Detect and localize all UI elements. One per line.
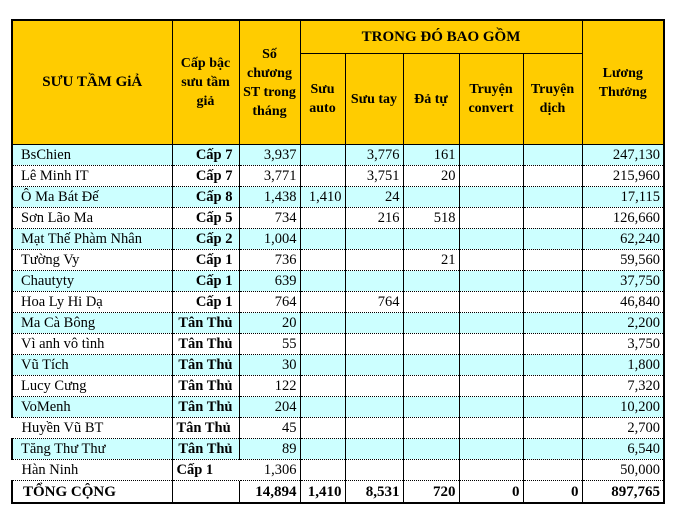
cell-manual: 8,531 bbox=[345, 481, 403, 504]
cell-collector-name: Lucy Cưng bbox=[12, 376, 172, 397]
cell-selfwrite: 720 bbox=[403, 481, 459, 504]
cell-collector-name: BsChien bbox=[12, 145, 172, 166]
cell-translate bbox=[523, 439, 582, 460]
cell-reward: 17,115 bbox=[582, 187, 664, 208]
cell-auto bbox=[300, 208, 345, 229]
cell-collector-name: Hoa Ly Hi Dạ bbox=[12, 292, 172, 313]
header-manual: Sưu tay bbox=[345, 54, 403, 145]
header-selfwrite: Đả tự bbox=[403, 54, 459, 145]
cell-rank: Tân Thủ bbox=[172, 376, 239, 397]
cell-manual bbox=[345, 355, 403, 376]
cell-chapters: 204 bbox=[239, 397, 300, 418]
cell-reward: 7,320 bbox=[582, 376, 664, 397]
cell-rank: Cấp 1 bbox=[172, 271, 239, 292]
cell-convert bbox=[459, 145, 523, 166]
cell-reward: 215,960 bbox=[582, 166, 664, 187]
cell-chapters: 639 bbox=[239, 271, 300, 292]
cell-rank: Cấp 1 bbox=[172, 292, 239, 313]
cell-manual: 24 bbox=[345, 187, 403, 208]
cell-rank: Tân Thủ bbox=[172, 334, 239, 355]
cell-reward: 3,750 bbox=[582, 334, 664, 355]
header-rank: Cấp bậc sưu tầm giả bbox=[172, 20, 239, 145]
cell-convert bbox=[459, 166, 523, 187]
cell-reward: 126,660 bbox=[582, 208, 664, 229]
table-row bbox=[12, 292, 664, 313]
header-reward: Lương Thưởng bbox=[582, 20, 664, 145]
header-chapters: Số chương ST trong tháng bbox=[239, 20, 300, 145]
cell-translate bbox=[523, 313, 582, 334]
cell-reward: 37,750 bbox=[582, 271, 664, 292]
cell-manual bbox=[345, 250, 403, 271]
header-auto: Sưu auto bbox=[300, 54, 345, 145]
cell-rank: Tân Thủ bbox=[172, 418, 239, 439]
cell-manual: 3,776 bbox=[345, 145, 403, 166]
cell-selfwrite bbox=[403, 271, 459, 292]
cell-collector-name: Ma Cà Bông bbox=[12, 313, 172, 334]
cell-chapters: 736 bbox=[239, 250, 300, 271]
cell-convert bbox=[459, 250, 523, 271]
cell-rank: Cấp 1 bbox=[172, 250, 239, 271]
cell-auto: 1,410 bbox=[300, 481, 345, 504]
cell-selfwrite: 20 bbox=[403, 166, 459, 187]
cell-collector-name: VoMenh bbox=[12, 397, 172, 418]
table-row bbox=[12, 418, 664, 439]
table-row bbox=[12, 376, 664, 397]
cell-translate bbox=[523, 355, 582, 376]
cell-collector-name: Vũ Tích bbox=[12, 355, 172, 376]
cell-translate bbox=[523, 418, 582, 439]
cell-manual bbox=[345, 460, 403, 481]
cell-collector-name: Hàn Ninh bbox=[12, 460, 172, 481]
cell-chapters: 1,438 bbox=[239, 187, 300, 208]
cell-auto bbox=[300, 460, 345, 481]
cell-translate bbox=[523, 145, 582, 166]
cell-convert bbox=[459, 334, 523, 355]
cell-manual bbox=[345, 271, 403, 292]
table-row bbox=[12, 313, 664, 334]
cell-chapters: 14,894 bbox=[239, 481, 300, 504]
cell-selfwrite: 518 bbox=[403, 208, 459, 229]
cell-convert: 0 bbox=[459, 481, 523, 504]
cell-translate bbox=[523, 460, 582, 481]
cell-auto: 1,410 bbox=[300, 187, 345, 208]
table-row bbox=[12, 208, 664, 229]
cell-translate bbox=[523, 292, 582, 313]
cell-convert bbox=[459, 208, 523, 229]
cell-selfwrite: 161 bbox=[403, 145, 459, 166]
cell-chapters: 55 bbox=[239, 334, 300, 355]
cell-selfwrite: 21 bbox=[403, 250, 459, 271]
cell-convert bbox=[459, 418, 523, 439]
cell-rank: Cấp 5 bbox=[172, 208, 239, 229]
cell-reward: 2,200 bbox=[582, 313, 664, 334]
cell-collector-name: Huyền Vũ BT bbox=[12, 418, 172, 439]
cell-selfwrite bbox=[403, 439, 459, 460]
table-row bbox=[12, 439, 664, 460]
cell-auto bbox=[300, 376, 345, 397]
cell-reward: 2,700 bbox=[582, 418, 664, 439]
cell-manual: 3,751 bbox=[345, 166, 403, 187]
cell-reward: 59,560 bbox=[582, 250, 664, 271]
cell-collector-name: Ô Ma Bát Đế bbox=[12, 187, 172, 208]
total-row bbox=[12, 481, 664, 504]
cell-auto bbox=[300, 439, 345, 460]
header-translate: Truyện dịch bbox=[523, 54, 582, 145]
cell-selfwrite bbox=[403, 334, 459, 355]
cell-rank: Tân Thủ bbox=[172, 355, 239, 376]
cell-chapters: 45 bbox=[239, 418, 300, 439]
cell-auto bbox=[300, 229, 345, 250]
cell-auto bbox=[300, 418, 345, 439]
cell-chapters: 3,937 bbox=[239, 145, 300, 166]
cell-chapters: 122 bbox=[239, 376, 300, 397]
cell-translate bbox=[523, 166, 582, 187]
cell-translate bbox=[523, 397, 582, 418]
header-collector: SƯU TẦM GiẢ bbox=[12, 20, 172, 145]
cell-manual bbox=[345, 313, 403, 334]
cell-manual bbox=[345, 334, 403, 355]
cell-collector-name: Sơn Lão Ma bbox=[12, 208, 172, 229]
cell-rank: Tân Thủ bbox=[172, 397, 239, 418]
cell-auto bbox=[300, 334, 345, 355]
cell-collector-name: Vì anh vô tình bbox=[12, 334, 172, 355]
cell-selfwrite bbox=[403, 292, 459, 313]
cell-selfwrite bbox=[403, 418, 459, 439]
cell-reward: 10,200 bbox=[582, 397, 664, 418]
cell-translate bbox=[523, 208, 582, 229]
cell-translate bbox=[523, 187, 582, 208]
table-row bbox=[12, 229, 664, 250]
cell-translate bbox=[523, 271, 582, 292]
cell-auto bbox=[300, 355, 345, 376]
cell-reward: 1,800 bbox=[582, 355, 664, 376]
cell-reward: 897,765 bbox=[582, 481, 664, 504]
cell-reward: 62,240 bbox=[582, 229, 664, 250]
header-group-included: TRONG ĐÓ BAO GỒM bbox=[300, 20, 582, 54]
cell-chapters: 89 bbox=[239, 439, 300, 460]
cell-chapters: 1,004 bbox=[239, 229, 300, 250]
header-convert: Truyện convert bbox=[459, 54, 523, 145]
cell-reward: 46,840 bbox=[582, 292, 664, 313]
table-row bbox=[12, 166, 664, 187]
cell-convert bbox=[459, 355, 523, 376]
cell-collector-name: TỔNG CỘNG bbox=[12, 481, 172, 504]
cell-auto bbox=[300, 271, 345, 292]
cell-auto bbox=[300, 397, 345, 418]
cell-rank: Cấp 7 bbox=[172, 166, 239, 187]
cell-selfwrite bbox=[403, 355, 459, 376]
cell-convert bbox=[459, 376, 523, 397]
cell-convert bbox=[459, 292, 523, 313]
cell-chapters: 30 bbox=[239, 355, 300, 376]
cell-auto bbox=[300, 313, 345, 334]
cell-collector-name: Tường Vy bbox=[12, 250, 172, 271]
cell-manual bbox=[345, 376, 403, 397]
cell-manual bbox=[345, 439, 403, 460]
cell-manual bbox=[345, 397, 403, 418]
cell-rank: Cấp 8 bbox=[172, 187, 239, 208]
cell-reward: 247,130 bbox=[582, 145, 664, 166]
cell-convert bbox=[459, 439, 523, 460]
table-row bbox=[12, 250, 664, 271]
table-row bbox=[12, 460, 664, 481]
cell-selfwrite bbox=[403, 229, 459, 250]
cell-chapters: 764 bbox=[239, 292, 300, 313]
cell-selfwrite bbox=[403, 313, 459, 334]
table-row bbox=[12, 397, 664, 418]
cell-collector-name: Tăng Thư Thư bbox=[12, 439, 172, 460]
cell-rank: Cấp 2 bbox=[172, 229, 239, 250]
reward-table bbox=[11, 19, 665, 504]
cell-rank: Cấp 7 bbox=[172, 145, 239, 166]
cell-manual: 216 bbox=[345, 208, 403, 229]
cell-chapters: 734 bbox=[239, 208, 300, 229]
cell-translate bbox=[523, 250, 582, 271]
cell-rank: Tân Thủ bbox=[172, 439, 239, 460]
cell-manual: 764 bbox=[345, 292, 403, 313]
cell-translate bbox=[523, 334, 582, 355]
cell-convert bbox=[459, 187, 523, 208]
cell-chapters: 3,771 bbox=[239, 166, 300, 187]
cell-translate: 0 bbox=[523, 481, 582, 504]
cell-rank: Tân Thủ bbox=[172, 313, 239, 334]
cell-manual bbox=[345, 418, 403, 439]
cell-convert bbox=[459, 271, 523, 292]
cell-selfwrite bbox=[403, 376, 459, 397]
cell-auto bbox=[300, 166, 345, 187]
table-row bbox=[12, 187, 664, 208]
cell-auto bbox=[300, 145, 345, 166]
cell-manual bbox=[345, 229, 403, 250]
cell-reward: 6,540 bbox=[582, 439, 664, 460]
cell-selfwrite bbox=[403, 460, 459, 481]
cell-rank: Cấp 1 bbox=[172, 460, 239, 481]
table-row bbox=[12, 355, 664, 376]
cell-auto bbox=[300, 250, 345, 271]
cell-translate bbox=[523, 376, 582, 397]
cell-convert bbox=[459, 397, 523, 418]
table-row bbox=[12, 334, 664, 355]
cell-convert bbox=[459, 460, 523, 481]
cell-chapters: 1,306 bbox=[239, 460, 300, 481]
cell-collector-name: Mạt Thế Phàm Nhân bbox=[12, 229, 172, 250]
cell-translate bbox=[523, 229, 582, 250]
cell-convert bbox=[459, 229, 523, 250]
cell-convert bbox=[459, 313, 523, 334]
cell-collector-name: Chautyty bbox=[12, 271, 172, 292]
cell-auto bbox=[300, 292, 345, 313]
cell-selfwrite bbox=[403, 187, 459, 208]
cell-chapters: 20 bbox=[239, 313, 300, 334]
cell-rank bbox=[172, 481, 239, 504]
cell-reward: 50,000 bbox=[582, 460, 664, 481]
table-row bbox=[12, 271, 664, 292]
cell-selfwrite bbox=[403, 397, 459, 418]
table-row bbox=[12, 145, 664, 166]
cell-collector-name: Lê Minh IT bbox=[12, 166, 172, 187]
